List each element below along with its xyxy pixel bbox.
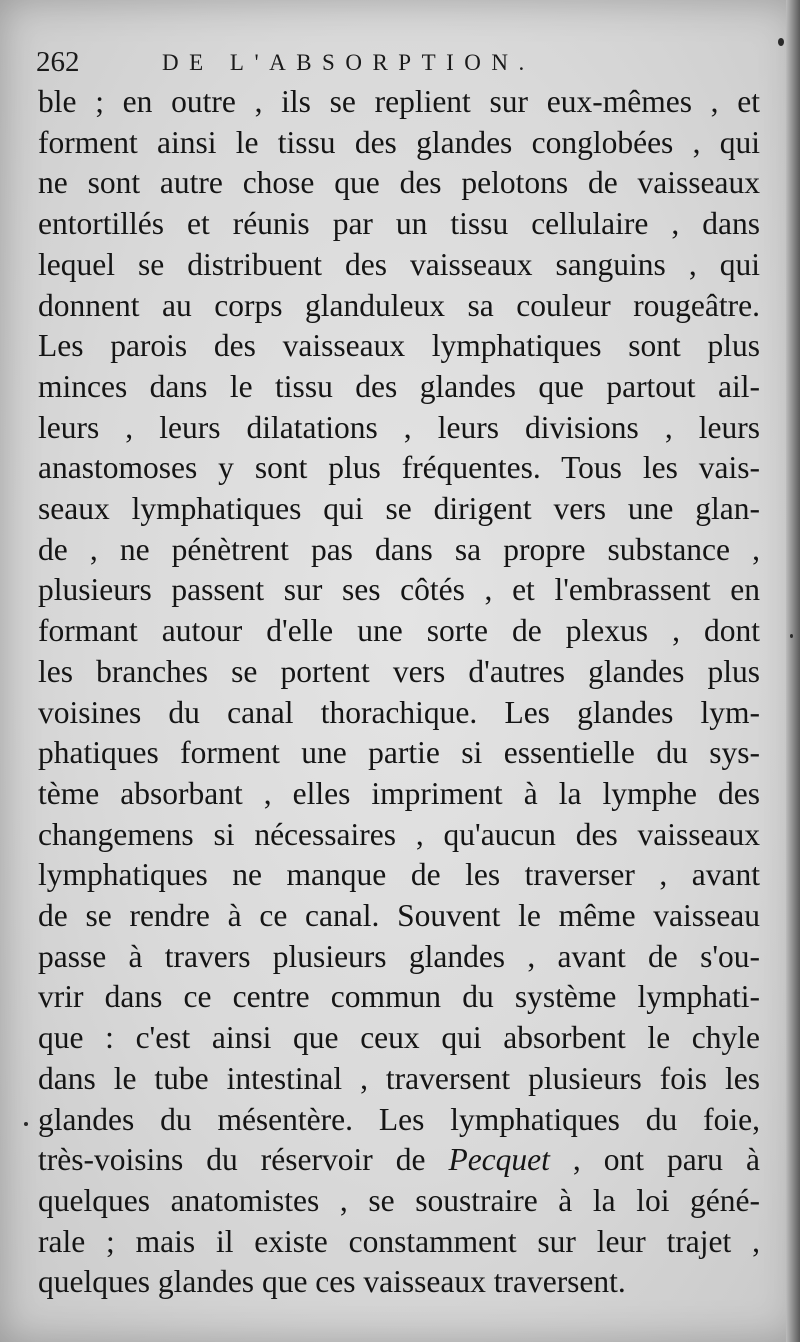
page-edge-shadow bbox=[786, 0, 800, 1342]
text-segment: très-voisins du réservoir de bbox=[38, 1142, 449, 1178]
body-text bbox=[38, 82, 760, 1303]
text-line: phatiques forment une partie si essentielle du sys- bbox=[38, 735, 760, 771]
text-line: minces dans le tissu des glandes que partout ail- bbox=[38, 368, 760, 404]
text-line: lequel se distribuent des vaisseaux sanguins , qui bbox=[38, 246, 760, 282]
text-line: Les parois des vaisseaux lymphatiques sont plus bbox=[38, 328, 760, 364]
text-line: dans le tube intestinal , traversent plusieurs fois les bbox=[38, 1060, 760, 1096]
text-line: vrir dans ce centre commun du système lymphati- bbox=[38, 979, 760, 1015]
text-line: les branches se portent vers d'autres glandes plus bbox=[38, 653, 760, 689]
text-line: seaux lymphatiques qui se dirigent vers une glan- bbox=[38, 491, 760, 527]
running-head: DE L'ABSORPTION. bbox=[162, 50, 535, 75]
text-line: voisines du canal thorachique. Les glandes lym- bbox=[38, 694, 760, 730]
text-line: quelques glandes que ces vaisseaux traversent. bbox=[38, 1264, 626, 1300]
text-line: quelques anatomistes , se soustraire à la loi géné- bbox=[38, 1182, 760, 1218]
text-line: anastomoses y sont plus fréquentes. Tous les vais- bbox=[38, 450, 760, 486]
text-line-with-italic bbox=[38, 1140, 760, 1181]
text-line: tème absorbant , elles impriment à la lymphe des bbox=[38, 775, 760, 811]
text-segment: , ont paru à bbox=[549, 1142, 760, 1178]
ink-speck bbox=[790, 634, 793, 638]
text-line: entortillés et réunis par un tissu cellulaire , dans bbox=[38, 206, 760, 242]
text-line: lymphatiques ne manque de les traverser , avant bbox=[38, 857, 760, 893]
page-header bbox=[36, 44, 756, 84]
text-line: de , ne pénètrent pas dans sa propre substance , bbox=[38, 531, 760, 567]
ink-speck bbox=[778, 38, 784, 46]
text-line: plusieurs passent sur ses côtés , et l'embrassent en bbox=[38, 572, 760, 608]
page-number: 262 bbox=[36, 46, 80, 78]
ink-speck bbox=[24, 1122, 28, 1126]
text-line: forment ainsi le tissu des glandes conglobées , qui bbox=[38, 124, 760, 160]
text-line: ne sont autre chose que des pelotons de vaisseaux bbox=[38, 165, 760, 201]
text-line: de se rendre à ce canal. Souvent le même vaisseau bbox=[38, 898, 760, 934]
text-line: leurs , leurs dilatations , leurs divisions , leurs bbox=[38, 409, 760, 445]
text-line: que : c'est ainsi que ceux qui absorbent le chyle bbox=[38, 1020, 760, 1056]
text-line: donnent au corps glanduleux sa couleur rougeâtre. bbox=[38, 287, 760, 323]
text-line: formant autour d'elle une sorte de plexus , dont bbox=[38, 613, 760, 649]
text-line: passe à travers plusieurs glandes , avant de s'ou- bbox=[38, 938, 760, 974]
text-line: rale ; mais il existe constamment sur leur trajet , bbox=[38, 1223, 760, 1259]
italic-name: Pecquet bbox=[448, 1142, 550, 1178]
text-line: glandes du mésentère. Les lymphatiques du foie, bbox=[38, 1101, 760, 1137]
text-line: changemens si nécessaires , qu'aucun des vaisseaux bbox=[38, 816, 760, 852]
text-line: ble ; en outre , ils se replient sur eux-mêmes , et bbox=[38, 84, 760, 119]
